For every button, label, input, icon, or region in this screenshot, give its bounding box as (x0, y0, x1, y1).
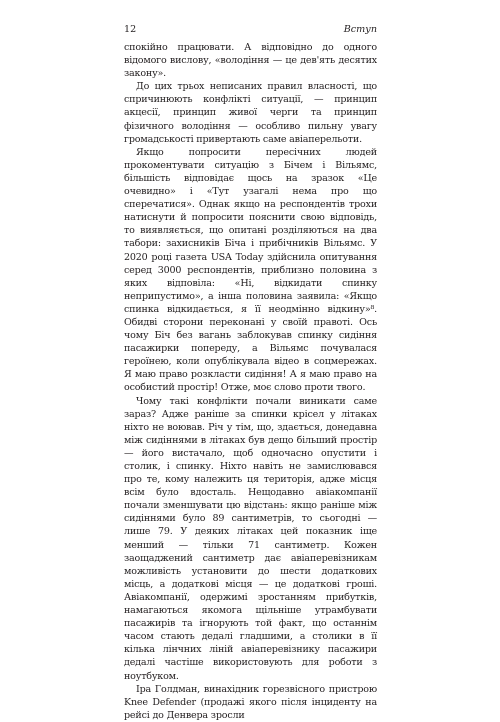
page-number: 12 (124, 24, 137, 35)
paragraph-property-rules: До цих трьох неписаних правил власності, що спричинюють конфлікті ситуації, — принцип акцесії, принцип живої черги та принцип фізичного володіння — особливо пильну увагу громадськості привертають саме авіаперельоти. (124, 81, 377, 145)
paragraph-knee-defender: Іра Голдман, винахідник горезвісного пристрою Knee Defender (продажі якого після інциденту на рейсі до Денвера зросли (124, 683, 377, 721)
running-title: Вступ (343, 24, 377, 35)
paragraph-survey: Якщо попросити пересічних людей прокоментувати ситуацію з Бічем і Вільямс, більшість відповідає щось на зразок «Це очевидно» і «Тут узагалі нема про що сперечатися». Однак якщо на респондентів трохи натиснути й попросити пояснити свою відповідь, то виявляється, що опитані розділяються на два табори: захисників Біча і прибічників Вільямс. У 2020 році газета USA Today здійснила опитування серед 3000 респондентів, приблизно половина з яких відповіла: «Ні, відкидати спинку неприпустимо», а інша половина заявила: «Якщо спинка відкидається, я її неодмінно відкину»⁸. Обидві сторони переконані у своїй правоті. Ось чому Біч без вагань заблокував спинку сидіння пасажирки попереду, а Вільямс почувалася героїнею, коли опублікувала відео в соцмережах. Я маю право розкласти сидіння! А я маю право на особистий простір! Отже, моє слово проти твого. (124, 146, 377, 394)
page-header (124, 23, 377, 37)
body-text (124, 41, 377, 722)
paragraph-seat-pitch: Чому такі конфлікти почали виникати саме зараз? Адже раніше за спинки крісел у літаках ніхто не воював. Річ у тім, що, здається, донедавна між сидіннями в літаках був дещо більший простір — його вистачало, щоб одночасно опустити і столик, і спинку. Ніхто навіть не замислювався про те, кому належить ця територія, адже місця всім було вдосталь. Нещодавно авіакомпанії почали зменшувати цю відстань: якщо раніше між сидіннями було 89 сантиметрів, то сьогодні — лише 79. У деяких літаках цей показник іще менший — тільки 71 сантиметр. Кожен заощаджений сантиметр дає авіаперевізникам можливість установити до шести додаткових місць, а додаткові місця — це додаткові гроші. Авіакомпанії, одержимі зростанням прибутків, намагаються якомога щільніше утрамбувати пасажирів та ігнорують той факт, що останнім часом стають дедалі гладшими, а столики в її кілька лінчних ліній авіаперевізнику пасажири дедалі частіше використовують для роботи з ноутбуком. (124, 395, 377, 682)
paragraph-continuation: спокійно працювати. А відповідно до одного відомого вислову, «володіння — це дев'ять десятих закону». (124, 42, 377, 80)
